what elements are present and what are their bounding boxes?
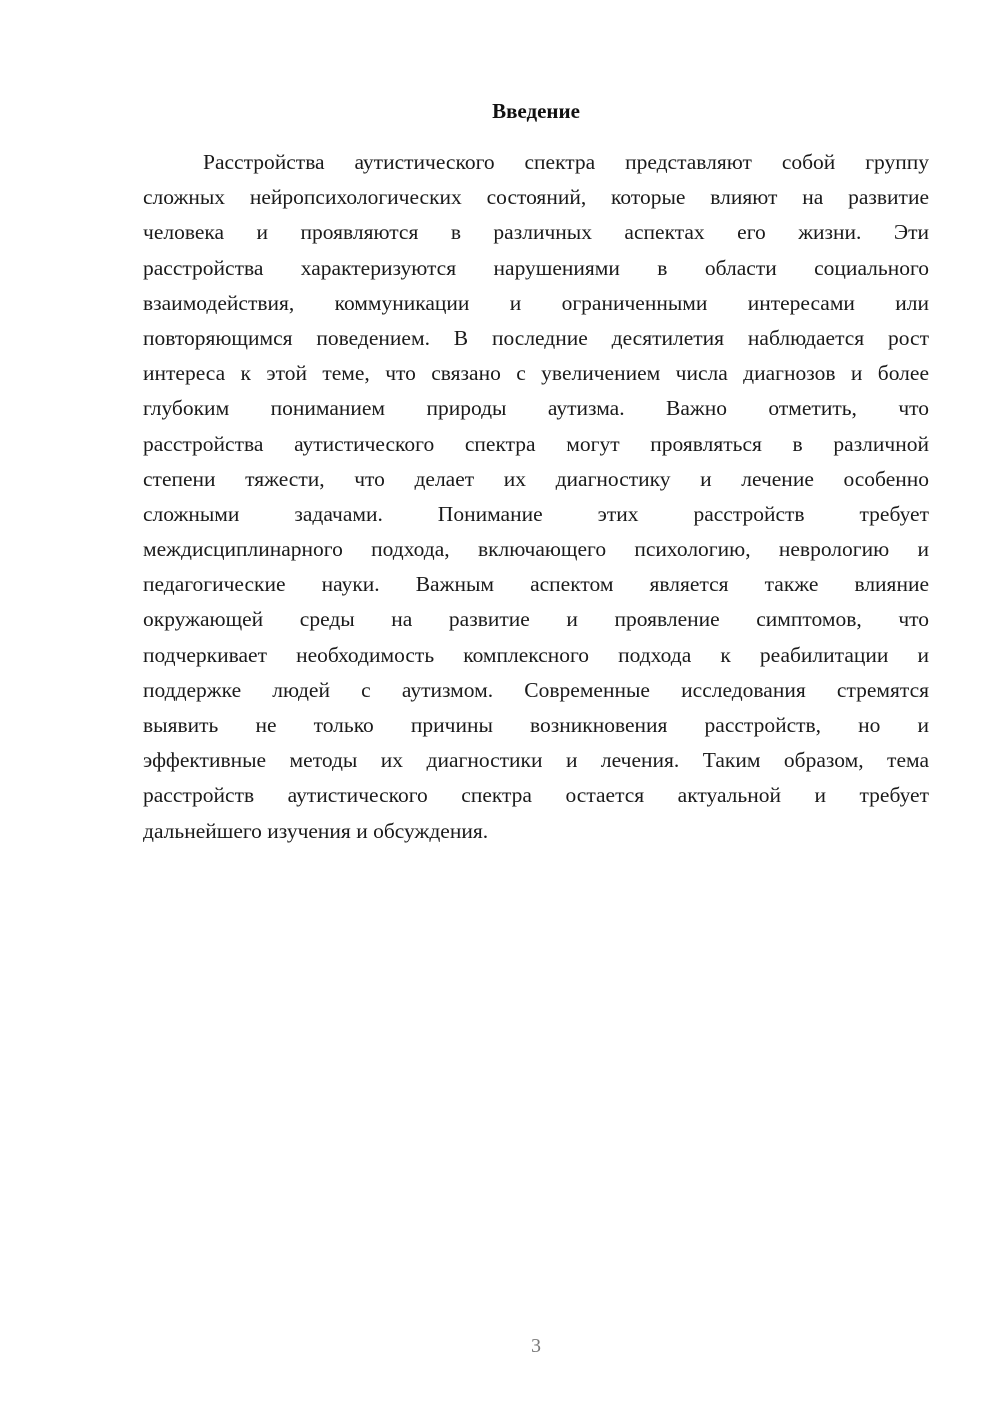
paragraph-line: поддержке людей с аутизмом. Современные исследования стремятся [143, 677, 929, 702]
paragraph-line: выявить не только причины возникновения расстройств, но и [143, 713, 929, 737]
paragraph-line: окружающей среды на развитие и проявление симптомов, что [143, 607, 929, 632]
paragraph-line: междисциплинарного подхода, включающего психологию, неврологию и [143, 537, 929, 562]
paragraph-line: подчеркивает необходимость комплексного подхода к реабилитации и [143, 642, 929, 667]
paragraph-line: повторяющимся поведением. В последние десятилетия наблюдается рост [143, 325, 929, 350]
intro-paragraph [143, 145, 929, 849]
paragraph-line: взаимодействия, коммуникации и ограниченными интересами или [143, 290, 929, 315]
paragraph-line: сложных нейропсихологических состояний, которые влияют на развитие [143, 185, 929, 210]
paragraph-line: расстройства характеризуются нарушениями в области социального [143, 255, 929, 280]
paragraph-line: расстройства аутистического спектра могут проявляться в различной [143, 431, 929, 456]
paragraph-line: педагогические науки. Важным аспектом является также влияние [143, 572, 929, 597]
paragraph-line: Расстройства аутистического спектра представляют собой группу [203, 150, 929, 174]
paragraph-line: дальнейшего изучения и обсуждения. [143, 818, 489, 843]
paragraph-line: расстройств аутистического спектра остается актуальной и требует [143, 783, 929, 808]
paragraph-line: эффективные методы их диагностики и лечения. Таким образом, тема [143, 748, 929, 773]
paragraph-line: интереса к этой теме, что связано с увеличением числа диагнозов и более [143, 361, 929, 386]
paragraph-line: сложными задачами. Понимание этих расстройств требует [143, 501, 929, 526]
paragraph-line: глубоким пониманием природы аутизма. Важно отметить, что [143, 396, 929, 421]
paragraph-line: человека и проявляются в различных аспектах его жизни. Эти [143, 220, 929, 245]
page-number: 3 [531, 1335, 541, 1357]
section-heading: Введение [492, 99, 580, 123]
paragraph-line: степени тяжести, что делает их диагностику и лечение особенно [143, 466, 929, 491]
